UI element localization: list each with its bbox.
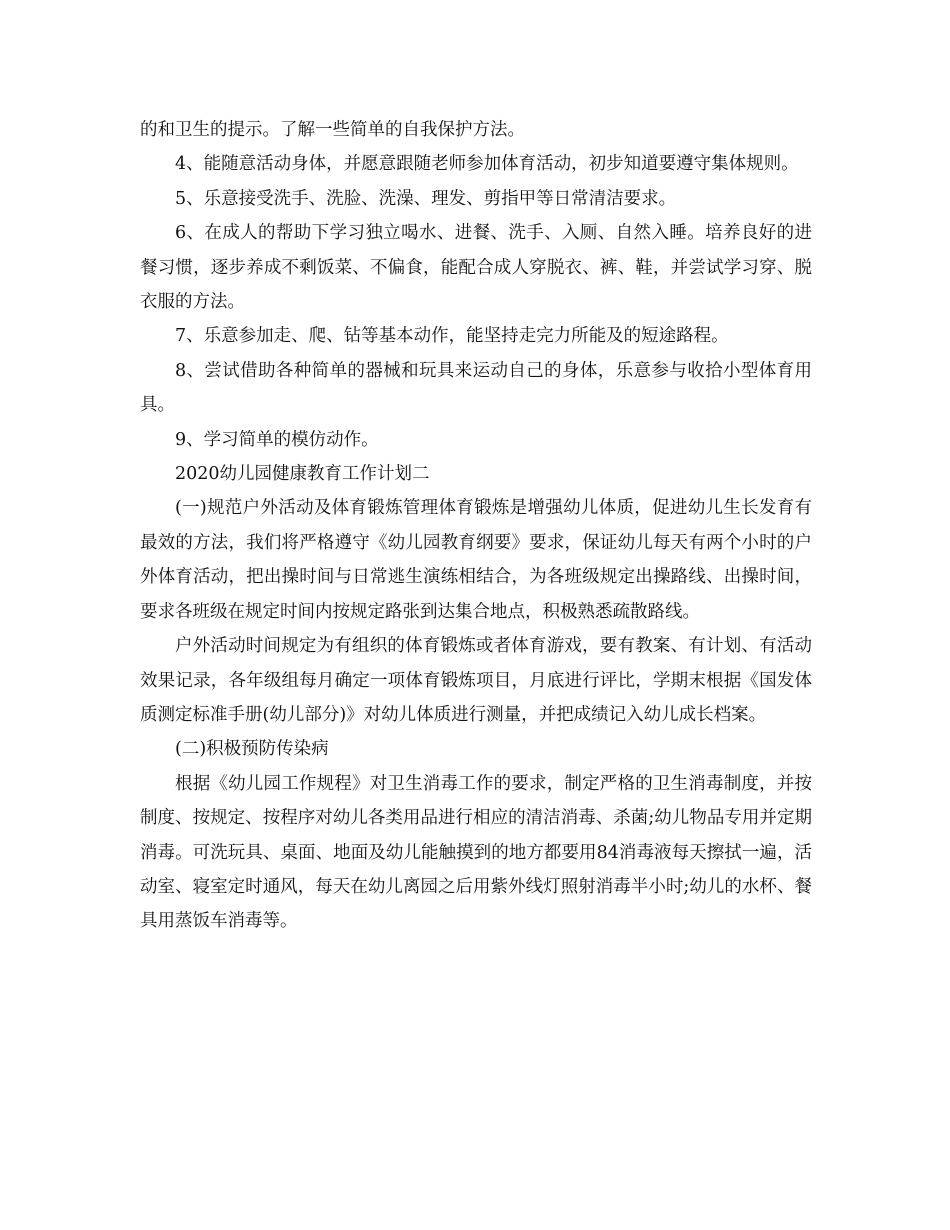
paragraph: 4、能随意活动身体，并愿意跟随老师参加体育活动，初步知道要遵守集体规则。 <box>175 154 799 175</box>
paragraph: 9、学习简单的模仿动作。 <box>175 429 379 450</box>
paragraph: 的和卫生的提示。了解一些简单的自我保护方法。 <box>140 120 525 140</box>
section-heading: 2020幼儿园健康教育工作计划二 <box>175 464 430 485</box>
paragraph: 7、乐意参加走、爬、钻等基本动作，能坚持走完力所能及的短途路程。 <box>175 326 729 347</box>
paragraph: 8、尝试借助各种简单的器械和玩具来运动自己的身体，乐意参与收拾小型体育用具。 <box>140 360 812 416</box>
paragraph: 根据《幼儿园工作规程》对卫生消毒工作的要求，制定严格的卫生消毒制度，并按制度、按规定、按程序对幼儿各类用品进行相应的清洁消毒、杀菌;幼儿物品专用并定期消毒。可洗玩具、桌面、地面及幼儿能触摸到的地方都要用84消毒液每天擦拭一遍，活动室、寝室定时通风，每天在幼儿离园之后用紫外线灯照射消毒半小时;幼儿的水杯、餐具用蒸饭车消毒等。 <box>140 773 812 932</box>
paragraph: 户外活动时间规定为有组织的体育锻炼或者体育游戏，要有教案、有计划、有活动效果记录，各年级组每月确定一项体育锻炼项目，月底进行评比，学期末根据《国发体质测定标准手册(幼儿部分)》对幼儿体质进行测量，并把成绩记入幼儿成长档案。 <box>140 636 812 725</box>
subsection-heading: (二)积极预防传染病 <box>175 739 329 760</box>
paragraph: (一)规范户外活动及体育锻炼管理体育锻炼是增强幼儿体质，促进幼儿生长发育有最效的方法，我们将严格遵守《幼儿园教育纲要》要求，保证幼儿每天有两个小时的户外体育活动，把出操时间与日常逃生演练相结合，为各班级规定出操路线、出操时间，要求各班级在规定时间内按规定路张到达集合地点，积极熟悉疏散路线。 <box>140 498 812 622</box>
document-body <box>140 113 812 939</box>
paragraph: 6、在成人的帮助下学习独立喝水、进餐、洗手、入厕、自然入睡。培养良好的进餐习惯，逐步养成不剩饭菜、不偏食，能配合成人穿脱衣、裤、鞋，并尝试学习穿、脱衣服的方法。 <box>140 223 812 313</box>
paragraph: 5、乐意接受洗手、洗脸、洗澡、理发、剪指甲等日常清洁要求。 <box>175 188 677 209</box>
